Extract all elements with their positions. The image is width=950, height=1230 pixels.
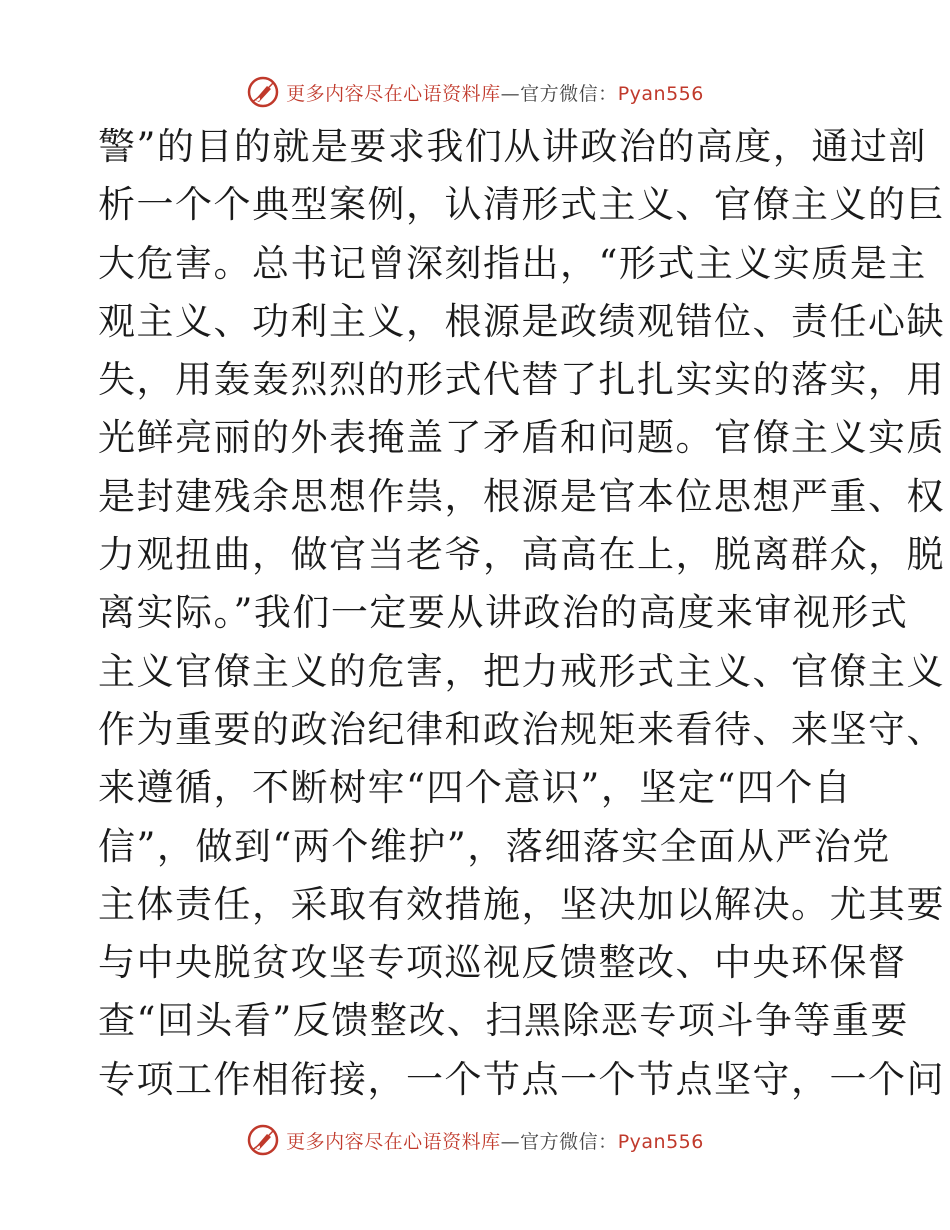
body-line-1: 警”的目的就是要求我们从讲政治的高度，通过剖	[98, 125, 927, 168]
footer-banner	[0, 1118, 950, 1162]
header-wechat-id: Pyan556	[617, 82, 704, 105]
body-line-15: 与中央脱贫攻坚专项巡视反馈整改、中央环保督	[98, 941, 907, 985]
body-line-10: 主义官僚主义的危害，把力戒形式主义、官僚主义	[98, 649, 945, 693]
body-line-11: 作为重要的政治纪律和政治规矩来看待、来坚守、	[98, 707, 945, 751]
body-line-16: 查“回头看”反馈整改、扫黑除恶专项斗争等重要	[98, 999, 909, 1043]
body-line-7: 是封建残余思想作祟，根源是官本位思想严重、权	[98, 474, 945, 518]
body-line-2: 析一个个典型案例，认清形式主义、官僚主义的巨	[98, 183, 945, 227]
body-line-3: 大危害。总书记曾深刻指出，“形式主义实质是主	[98, 241, 927, 285]
body-line-13: 信”，做到“两个维护”，落细落实全面从严治党	[98, 824, 891, 868]
header-site-name: 更多内容尽在心语资料库	[286, 82, 501, 105]
body-line-4: 观主义、功利主义，根源是政绩观错位、责任心缺	[98, 299, 945, 343]
body-line-9: 离实际。”我们一定要从讲政治的高度来审视形式	[98, 591, 909, 635]
header-wechat-label: 官方微信：	[520, 82, 618, 105]
header-separator: —	[500, 82, 521, 105]
footer-wechat-id: Pyan556	[617, 1130, 704, 1153]
footer-separator: —	[500, 1130, 521, 1153]
header-banner-text	[286, 79, 704, 106]
footer-wechat-label: 官方微信：	[520, 1130, 618, 1153]
pen-nib-logo-icon	[246, 75, 280, 109]
body-line-8: 力观扭曲，做官当老爷，高高在上，脱离群众，脱	[98, 533, 945, 577]
footer-banner-text	[286, 1127, 704, 1154]
body-line-17: 专项工作相衔接，一个节点一个节点坚守，一个问	[98, 1057, 945, 1101]
body-line-12: 来遵循，不断树牢“四个意识”，坚定“四个自	[98, 766, 853, 810]
body-line-14: 主体责任，采取有效措施，坚决加以解决。尤其要	[98, 882, 945, 926]
document-body	[98, 118, 945, 1109]
header-banner	[0, 70, 950, 114]
footer-site-name: 更多内容尽在心语资料库	[286, 1130, 501, 1153]
pen-nib-logo-icon	[246, 1123, 280, 1157]
body-line-5: 失，用轰轰烈烈的形式代替了扎扎实实的落实，用	[98, 358, 945, 402]
body-line-6: 光鲜亮丽的外表掩盖了矛盾和问题。官僚主义实质	[98, 416, 945, 460]
